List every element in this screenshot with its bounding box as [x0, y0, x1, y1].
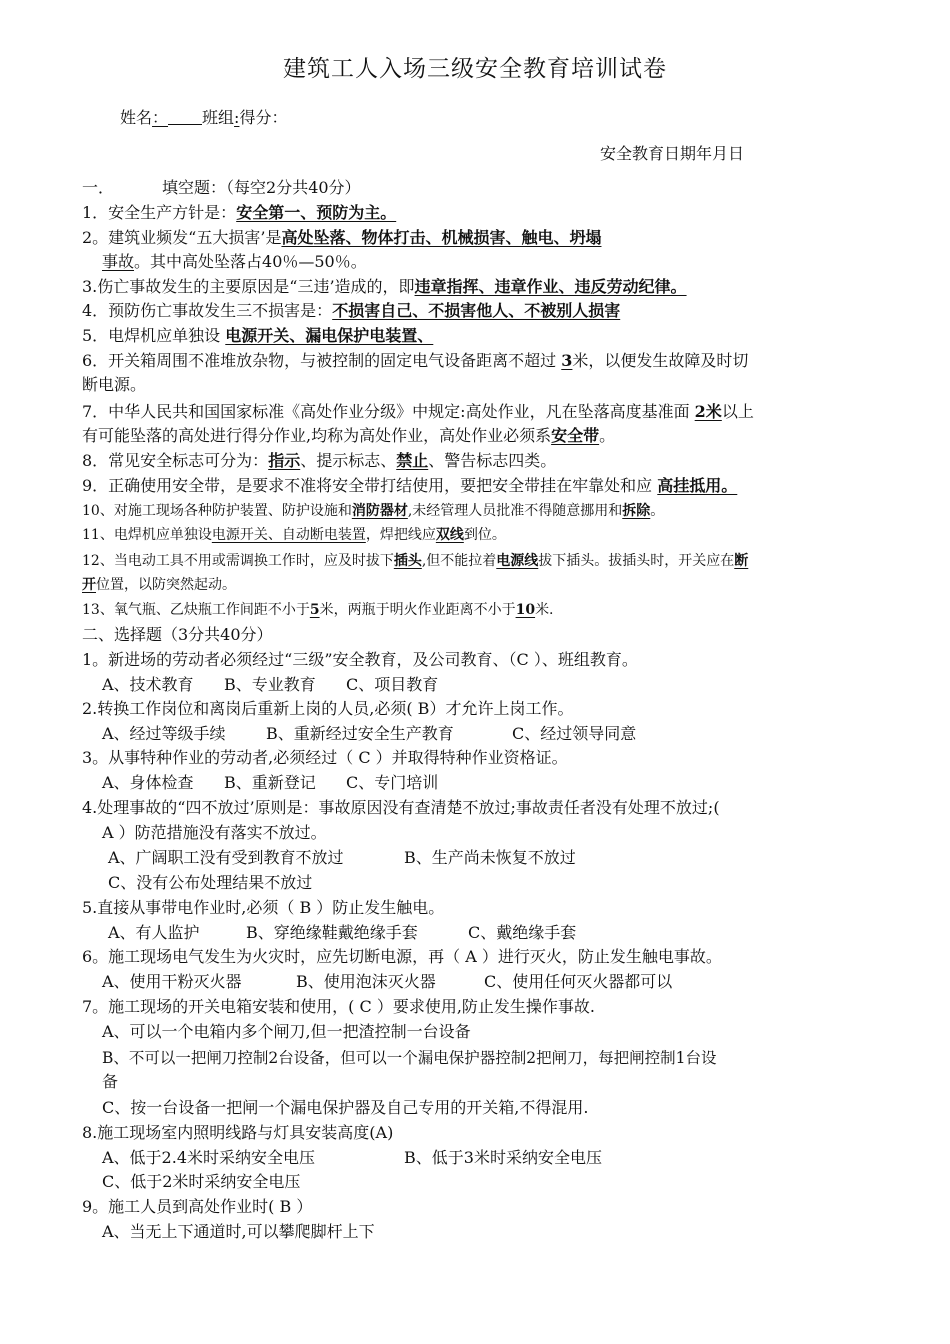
item-answer: 安全带	[551, 426, 600, 445]
question-4-option-c: C、没有公布处理结果不放过	[108, 873, 313, 892]
item-text: 拔下插头。拔插头时，开关应在	[538, 553, 735, 569]
question-1-option-a: A、技术教育	[102, 675, 194, 694]
item-text: 。	[650, 503, 665, 519]
fill-item-7	[82, 400, 882, 424]
item-answer: 事故	[102, 252, 135, 271]
question-2-option-b: B、重新经过安全生产教育	[266, 724, 454, 743]
item-answer: 高处坠落、物体打击、机械损害、触电、坍塌	[281, 228, 602, 247]
item-text: 、提示标志、	[300, 451, 397, 470]
fill-item-4	[82, 299, 882, 323]
item-text: 3.伤亡事故发生的主要原因是“三违’造成的，即	[82, 277, 415, 296]
question-6-option-c: C、使用任何灭火器都可以	[484, 972, 673, 991]
item-answer: 高挂抵用。	[657, 476, 738, 495]
item-text: 12、当电动工具不用或需调换工作时，应及时拔下	[82, 553, 394, 569]
item-answer: 电源线	[496, 553, 539, 569]
name-blank	[168, 108, 202, 125]
item-answer: 指示	[268, 451, 301, 470]
question-2-stem: 2.转换工作岗位和离岗后重新上岗的人员,必须( B）才允许上岗工作。	[82, 699, 574, 718]
question-5-option-b: B、穿绝缘鞋戴绝缘手套	[246, 923, 418, 942]
item-answer: 电源开关、自动断电装置	[211, 527, 366, 543]
question-7-option-b: B、不可以一把闸刀控制2台设备，但可以一个漏电保护器控制2把闸刀，每把闸控制1台设	[102, 1049, 717, 1067]
class-colon: :	[234, 108, 240, 127]
item-text: 米，两瓶于明火作业距离不小于	[319, 602, 516, 618]
name-label: 姓名	[120, 108, 153, 127]
item-text: 9．正确使用安全带，是要求不准将安全带打结使用，要把安全带挂在牢靠处和应	[82, 476, 658, 495]
item-answer: 断	[734, 553, 749, 569]
question-2-option-a: A、经过等级手续	[102, 724, 226, 743]
item-answer: 违章指挥、违章作业、违反劳动纪律。	[414, 277, 687, 296]
class-label: 班组	[202, 108, 235, 127]
item-answer: 2米	[694, 402, 722, 421]
section2-heading: 二、选择题（3分共40分）	[82, 625, 273, 644]
fill-item-8	[82, 449, 882, 473]
item-answer: 双线	[435, 527, 464, 543]
date-line: 安全教育日期年月日	[600, 144, 745, 163]
question-3-option-c: C、专门培训	[346, 773, 439, 792]
item-text: 1．安全生产方针是：	[82, 203, 237, 222]
item-answer: 禁止	[396, 451, 429, 470]
item-answer: 消防器材	[351, 503, 408, 519]
score-label: 得分：	[239, 108, 288, 127]
item-text: 6．开关箱周围不准堆放杂物，与被控制的固定电气设备距离不超过	[82, 351, 562, 370]
item-text: 7．中华人民共和国国家标准《高处作业分级》中规定:高处作业，凡在坠落高度基准面	[82, 402, 695, 421]
question-9-option-a: A、当无上下通道时,可以攀爬脚杆上下	[102, 1222, 375, 1241]
item-text: 位置，以防突然起动。	[96, 577, 236, 593]
question-7-option-b-cont: 备	[102, 1072, 119, 1091]
question-5-option-c: C、戴绝缘手套	[468, 923, 577, 942]
item-text: 5．电焊机应单独设	[82, 326, 226, 345]
question-5-option-a: A、有人监护	[108, 923, 200, 942]
item-text: 11、电焊机应单独设	[82, 527, 212, 543]
fill-item-1	[82, 201, 882, 225]
item-text: 到位。	[463, 527, 506, 543]
item-answer: 10	[515, 602, 536, 618]
question-1-option-b: B、专业教育	[224, 675, 316, 694]
question-3-option-b: B、重新登记	[224, 773, 316, 792]
item-text: 以上	[721, 402, 754, 421]
fill-item-2	[82, 226, 882, 250]
item-text: ,未经管理人员批准不得随意挪用和	[407, 503, 623, 519]
fill-item-10	[82, 499, 882, 523]
item-text: 13、氧气瓶、乙炔瓶工作间距不小于	[82, 602, 310, 618]
item-answer: 开	[82, 577, 96, 593]
fill-item-3	[82, 275, 882, 299]
item-text: 、警告标志四类。	[428, 451, 557, 470]
fill-item-12-cont	[82, 573, 882, 597]
question-2-option-c: C、经过领导同意	[512, 724, 637, 743]
question-5-stem: 5.直接从事带电作业时,必须（ B ）防止发生触电。	[82, 898, 445, 917]
item-text: 有可能坠落的高处进行得分作业,均称为高处作业，高处作业必须系	[82, 426, 552, 445]
question-4-option-b: B、生产尚未恢复不放过	[404, 848, 576, 867]
question-4-option-a: A、广阔职工没有受到教育不放过	[108, 848, 344, 867]
question-9-stem: 9。施工人员到高处作业时( B ）	[82, 1197, 313, 1216]
question-6-option-b: B、使用泡沫灭火器	[296, 972, 436, 991]
question-7-stem: 7。施工现场的开关电箱安装和使用，( C ）要求使用,防止发生操作事故.	[82, 997, 596, 1016]
item-text: 4．预防伤亡事故发生三不损害是：	[82, 301, 333, 320]
question-3-stem: 3。从事特种作业的劳动者,必须经过（ C ）并取得特种作业资格证。	[82, 748, 568, 767]
item-text: 2。建筑业频发“五大损害’是	[82, 228, 282, 247]
fill-item-5	[82, 324, 882, 348]
fill-item-9	[82, 474, 882, 498]
item-answer: 5	[309, 602, 320, 618]
fill-item-6-cont: 断电源。	[82, 375, 147, 394]
fill-item-7-cont	[82, 424, 882, 448]
section1-heading	[82, 176, 882, 200]
student-info-line	[120, 106, 920, 130]
item-text: 8．常见安全标志可分为：	[82, 451, 269, 470]
question-8-option-c: C、低于2米时采纳安全电压	[102, 1172, 301, 1191]
fill-item-12	[82, 549, 882, 573]
question-3-option-a: A、身体检查	[102, 773, 194, 792]
item-text: ，焊把线应	[365, 527, 436, 543]
question-8-stem: 8.施工现场室内照明线路与灯具安装高度(A)	[82, 1123, 394, 1142]
question-7-option-c: C、按一台设备一把闸一个漏电保护器及自己专用的开关箱,不得混用.	[102, 1098, 589, 1117]
fill-item-13	[82, 598, 882, 622]
question-6-stem: 6。施工现场电气发生为火灾时，应先切断电源，再（ A ）进行灭火，防止发生触电事故。	[82, 947, 722, 966]
question-1-stem: 1。新进场的劳动者必须经过“三级”安全教育，及公司教育、（C ）、班组教育。	[82, 650, 638, 669]
question-6-option-a: A、使用干粉灭火器	[102, 972, 242, 991]
question-8-option-a: A、低于2.4米时采纳安全电压	[102, 1148, 316, 1167]
fill-item-2-cont	[102, 250, 902, 274]
exam-title: 建筑工人入场三级安全教育培训试卷	[283, 56, 667, 82]
item-text: 米.	[535, 602, 554, 618]
fill-item-6	[82, 349, 882, 373]
name-colon: ：	[152, 108, 169, 127]
item-text: 10、对施工现场各种防护装置、防护设施和	[82, 503, 352, 519]
question-7-option-a: A、可以一个电箱内多个闸刀,但一把渣控制一台设备	[102, 1022, 471, 1041]
item-answer: 3	[561, 351, 573, 370]
question-4-stem-cont: A ）防范措施没有落实不放过。	[102, 823, 327, 842]
item-text: 。其中高处坠落占40％—50％。	[134, 252, 367, 271]
section1-number: 一．	[82, 178, 115, 197]
item-text: 。	[599, 426, 616, 445]
question-1-option-c: C、项目教育	[346, 675, 439, 694]
item-answer: 电源开关、漏电保护电装置、	[225, 326, 434, 345]
item-text: ,但不能拉着	[421, 553, 497, 569]
item-text: 米，以便发生故障及时切	[572, 351, 749, 370]
question-8-option-b: B、低于3米时采纳安全电压	[404, 1148, 602, 1167]
item-answer: 安全第一、预防为主。	[236, 203, 397, 222]
question-4-stem: 4.处理事故的“四不放过’原则是：事故原因没有查清楚不放过;事故责任者没有处理不放过;(	[82, 798, 720, 817]
item-answer: 不损害自己、不损害他人、不被别人损害	[332, 301, 621, 320]
item-answer: 拆除	[622, 503, 651, 519]
section1-title: 填空题：（每空2分共40分）	[162, 178, 361, 197]
item-answer: 插头	[393, 553, 422, 569]
fill-item-11	[82, 523, 882, 547]
